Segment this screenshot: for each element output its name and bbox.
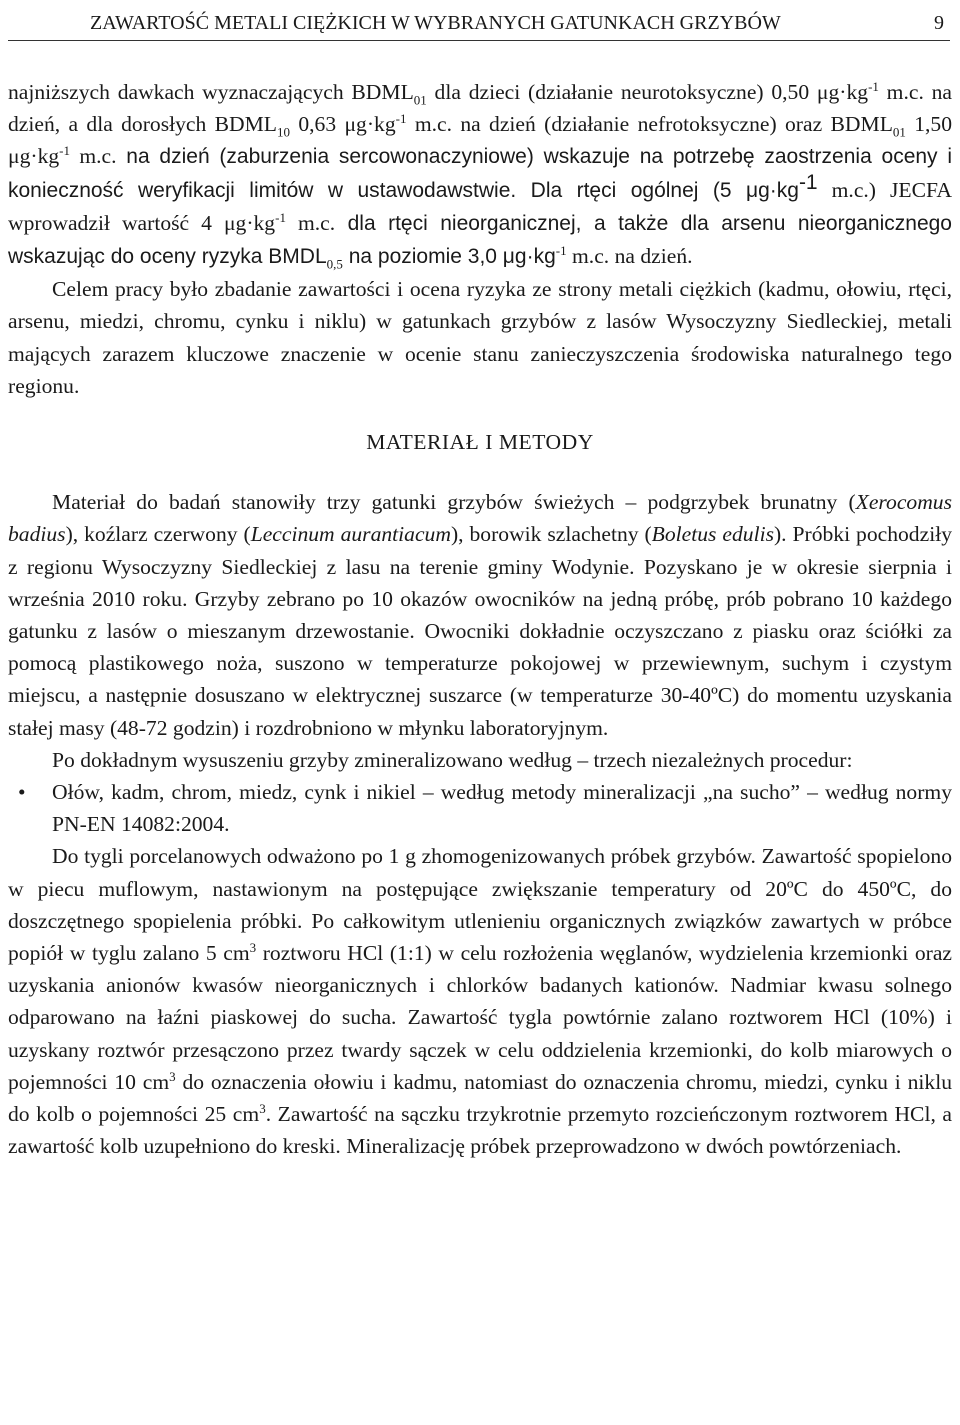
superscript: 3	[169, 1068, 176, 1084]
text-run-sans: na poziomie 3,0 μg·kg	[342, 245, 556, 269]
superscript: 3	[249, 939, 257, 955]
page-number: 9	[934, 12, 944, 34]
subscript: 01	[413, 92, 427, 108]
list-item: • Ołów, kadm, chrom, miedz, cynk i nikiel – według metody mineralizacji „na sucho” – według normy PN-EN 14082:2004.	[8, 776, 952, 840]
species-name: Leccinum aurantiacum	[250, 522, 451, 547]
superscript: -1	[59, 143, 71, 159]
superscript: -1	[555, 242, 567, 258]
subscript: 01	[892, 124, 906, 140]
methods-paragraph-2: Po dokładnym wysuszeniu grzyby zmineralizowano według – trzech niezależnych procedur:	[52, 747, 853, 772]
superscript: -1	[798, 170, 818, 194]
intro-paragraph-2: Celem pracy było zbadanie zawartości i ocena ryzyka ze strony metali ciężkich (kadmu, ołowiu, rtęci, arsenu, miedzi, chromu, cynku i niklu) w gatunkach grzybów z lasów Wysoczyzny Siedleckiej, metali mających zarazem kluczowe znaczenie w ocenie stanu zanieczyszczenia środowiska naturalnego tego regionu.	[8, 277, 952, 398]
methods-paragraph-1	[8, 486, 952, 744]
text-run-sans: dla rtęci nieorganicznej, a także dla arsenu nieorganicznego wskazując do oceny ryzyka BMDL	[8, 211, 952, 269]
text-run: m.c. na dzień (działanie nefrotoksyczne) oraz BDML	[406, 112, 893, 137]
text-run: dla dzieci (działanie neurotoksyczne) 0,50 μg·kg	[426, 80, 869, 104]
text-run: m.c.) JECFA wprowadził wartość 4 μg·kg	[8, 177, 952, 235]
text-run: m.c. na dzień.	[566, 244, 693, 269]
text-run: najniższych dawkach wyznaczających BDML	[8, 80, 414, 104]
superscript: 3	[259, 1100, 266, 1116]
methods-paragraph-3	[8, 840, 952, 1162]
text-run: roztworu HCl (1:1) w celu rozłożenia węglanów, wydzielenia krzemionki oraz uzyskania anionów kwasów nieorganicznych i chlorków badanych kationów. Nadmiar kwasu solnego odparowano na łaźni piaskowej do sucha. Zawartość tygla powtórnie zalano roztworem HCl (10%) i uzyskany roztwór przesączono przez twardy sączek w celu oddzielenia krzemionki, do kolb miarowych o pojemności 10 cm	[8, 941, 952, 1094]
superscript: -1	[395, 111, 407, 127]
header-rule	[8, 40, 950, 41]
section-heading: MATERIAŁ I METODY	[366, 430, 594, 455]
header-title: ZAWARTOŚĆ METALI CIĘŻKICH W WYBRANYCH GATUNKACH GRZYBÓW	[90, 12, 781, 34]
text-run-sans: na dzień (zaburzenia sercowonaczyniowe) wskazuje na potrzebę zaostrzenia oceny i konieczność weryfikacji limitów w ustawodawstwie. Dla rtęci ogólnej (5 μg·kg	[8, 145, 952, 202]
text-run: do oznaczenia ołowiu i kadmu, natomiast do oznaczenia chromu, miedzi, cynku i niklu do kolb o pojemności 25 cm	[8, 1069, 952, 1127]
text-run: m.c. na dzień, a dla dorosłych BDML	[8, 80, 952, 137]
text-run: ). Próbki pochodziły z regionu Wysoczyzny Siedleckiej z lasu na terenie gminy Wodynie. Pozyskano je w okresie sierpnia i września 2010 roku. Grzyby zebrano po 10 okazów owocników na jedną próbę, prób pobrano 10 każdego gatunku z lasów o mieszanym drzewostanie. Owocniki dokładnie oczyszczano z piasku oraz ściółki za pomocą plastikowego noża, suszono w temperaturze pokojowej w przewiewnym, suchym i czystym miejscu, a następnie dosuszano w elektrycznej suszarce (w temperaturze 30-40ºC) do momentu uzyskania stałej masy (48-72 godzin) i rozdrobniono w młynku laboratoryjnym.	[8, 522, 952, 740]
text-run: Materiał do badań stanowiły trzy gatunki grzybów świeżych – podgrzybek brunatny (	[52, 490, 856, 515]
text-run: . Zawartość na sączku trzykrotnie przemyto rozcieńczonym roztworem HCl, a zawartość kolb uzupełniono do kreski. Mineralizację próbek przeprowadzono w dwóch powtórzeniach.	[8, 1102, 952, 1159]
running-header	[90, 6, 950, 36]
text-run: 1,50 μg·kg	[8, 112, 953, 169]
text-run: ), koźlarz czerwony (	[65, 522, 251, 547]
subscript: 0,5	[326, 256, 343, 272]
species-name: Xerocomus badius	[8, 490, 952, 547]
species-name: Boletus edulis	[651, 522, 774, 547]
body-text	[8, 76, 952, 1163]
procedure-list	[8, 776, 952, 840]
text-run: m.c.	[285, 210, 336, 235]
text-run: m.c.	[70, 144, 117, 169]
text-run: Do tygli porcelanowych odważono po 1 g zhomogenizowanych próbek grzybów. Zawartość spopielono w piecu muflowym, nastawionym na postępujące zwiększanie temperatury od 20ºC do 450ºC, do doszczętnego spopielenia próbki. Po całkowitym utlenieniu organicznych związków zawartych w próbce popiół w tyglu zalano 5 cm	[8, 844, 952, 966]
text-run: 0,63 μg·kg	[290, 112, 396, 137]
superscript: -1	[275, 209, 286, 225]
intro-paragraph-1	[8, 76, 952, 273]
text-run: ), borowik szlachetny (	[450, 522, 652, 547]
subscript: 10	[277, 124, 291, 140]
superscript: -1	[868, 78, 879, 94]
